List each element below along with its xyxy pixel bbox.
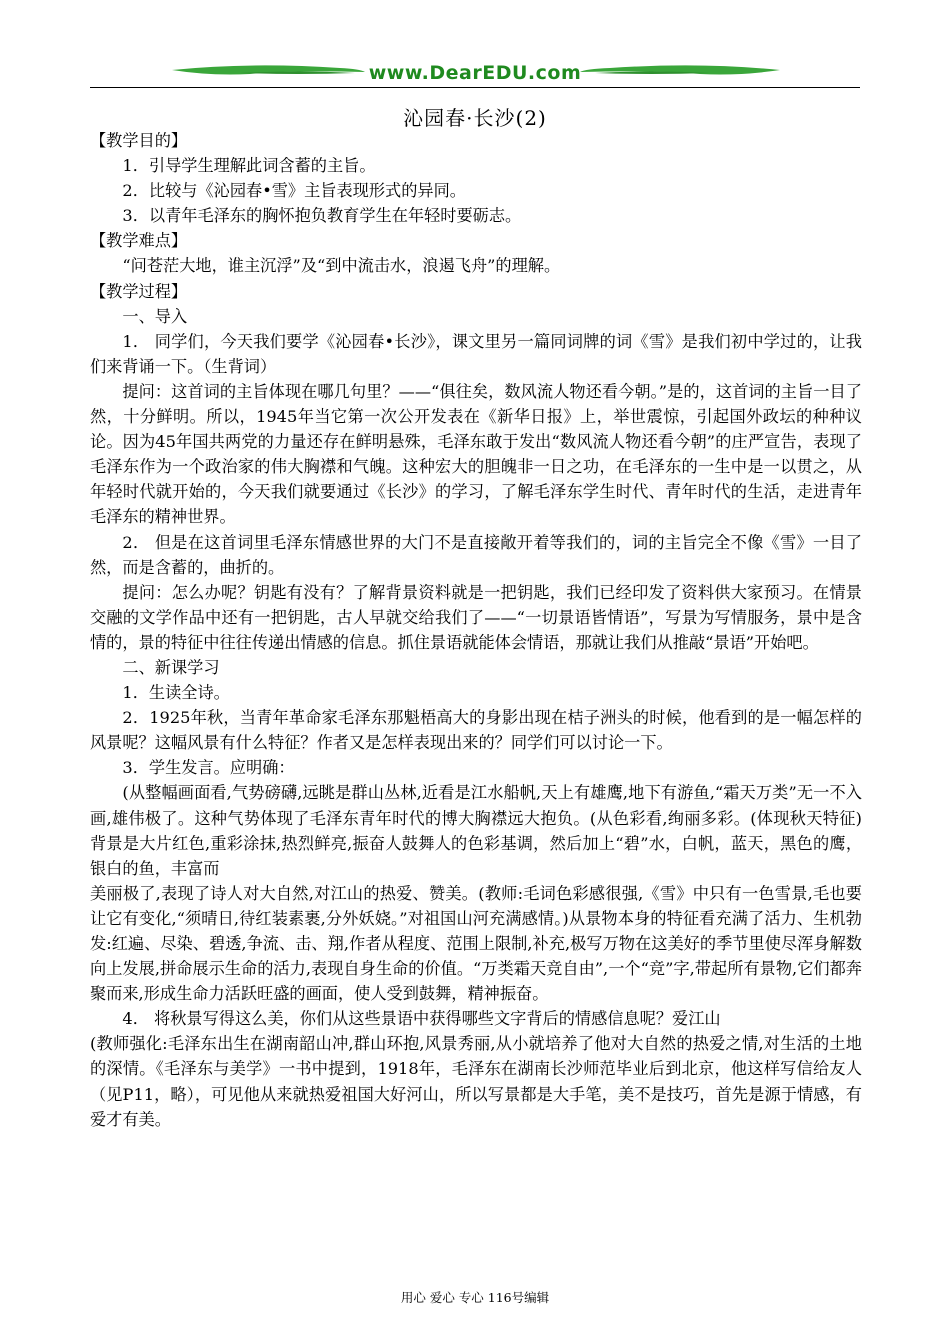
header-rule <box>90 87 860 88</box>
paragraph: 2．比较与《沁园春•雪》主旨表现形式的异同。 <box>122 181 466 201</box>
paragraph: “问苍茫大地，谁主沉浮”及“到中流击水，浪遏飞舟”的理解。 <box>122 256 561 276</box>
paragraph: 1．引导学生理解此词含蓄的主旨。 <box>122 156 376 176</box>
page-footer: 用心 爱心 专心 116号编辑 <box>400 1290 550 1305</box>
paragraph: 二、新课学习 <box>122 657 220 677</box>
paragraph: 【教学难点】 <box>90 231 188 251</box>
paragraph: 2． 但是在这首词里毛泽东情感世界的大门不是直接敞开着等我们的，词的主旨完全不像《雪》一目了然，而是含蓄的，曲折的。 <box>90 532 862 577</box>
paragraph: 1． 同学们，今天我们要学《沁园春•长沙》，课文里另一篇同词牌的词《雪》是我们初中学过的，让我们来背诵一下。（生背词） <box>90 331 862 376</box>
paragraph: 【教学过程】 <box>90 281 188 301</box>
paragraph: 1．生读全诗。 <box>122 683 230 703</box>
logo-text: www.DearEDU.com <box>368 62 582 84</box>
page-title: 沁园春·长沙(2) <box>403 106 547 130</box>
paragraph: 2．1925年秋，当青年革命家毛泽东那魁梧高大的身影出现在桔子洲头的时候，他看到的是一幅怎样的风景呢？这幅风景有什么特征？作者又是怎样表现出来的？同学们可以讨论一下。 <box>90 708 862 753</box>
paragraph: 美丽极了,表现了诗人对大自然,对江山的热爱、赞美。(教师:毛词色彩感很强,《雪》中只有一色雪景,毛也要让它有变化,“须晴日,待红装素裹,分外妖娆。”对祖国山河充满感情。)从景物本身的特征看充满了活力、生机勃发:红遍、尽染、碧透,争流、击、翔,作者从程度、范围上限制,补充,极写万物在这美好的季节里使尽浑身解数向上发展,拼命展示生命的活力,表现自身生命的价值。“万类霜天竞自由”,一个“竞”字,带起所有景物,它们都奔聚而来,形成生命力活跃旺盛的画面，使人受到鼓舞，精神振奋。 <box>90 883 862 1004</box>
paragraph: (教师强化:毛泽东出生在湖南韶山冲,群山环抱,风景秀丽,从小就培养了他对大自然的热爱之情,对生活的土地的深情。《毛泽东与美学》一书中提到，1918年，毛泽东在湖南长沙师范毕业后到北京，他这样写信给友人（见P11，略），可见他从来就热爱祖国大好河山，所以写景都是大手笔，美不是技巧，首先是源于情感，有爱才有美。 <box>90 1034 862 1129</box>
document-body <box>90 128 862 1132</box>
paragraph: 4． 将秋景写得这么美，你们从这些景语中获得哪些文字背后的情感信息呢？爱江山 <box>122 1009 721 1029</box>
paragraph: 3．以青年毛泽东的胸怀抱负教育学生在年轻时要砺志。 <box>122 206 522 226</box>
paragraph: 提问：怎么办呢？钥匙有没有？了解背景资料就是一把钥匙，我们已经印发了资料供大家预习。在情景交融的文学作品中还有一把钥匙，古人早就交给我们了——“一切景语皆情语”，写景为写情服务，景中是含情的，景的特征中往往传递出情感的信息。抓住景语就能体会情语，那就让我们从推敲“景语”开始吧。 <box>90 582 862 652</box>
paragraph: 【教学目的】 <box>90 131 188 150</box>
paragraph: 一、导入 <box>122 306 188 326</box>
paragraph: 提问：这首词的主旨体现在哪几句里？——“俱往矣，数风流人物还看今朝。”是的，这首词的主旨一目了然，十分鲜明。所以，1945年当它第一次公开发表在《新华日报》上，举世震惊，引起国外政坛的种种议论。因为45年国共两党的力量还存在鲜明悬殊，毛泽东敢于发出“数风流人物还看今朝”的庄严宣告，表现了毛泽东作为一个政治家的伟大胸襟和气魄。这种宏大的胆魄非一日之功，在毛泽东的一生中是一以贯之，从年轻时代就开始的，今天我们就要通过《长沙》的学习，了解毛泽东学生时代、青年时代的生活，走进青年毛泽东的精神世界。 <box>90 381 862 527</box>
paragraph: (从整幅画面看,气势磅礴,远眺是群山丛林,近看是江水船帆,天上有雄鹰,地下有游鱼,“霜天万类”无一不入画,雄伟极了。这种气势体现了毛泽东青年时代的博大胸襟远大抱负。(从色彩看,绚丽多彩。(体现秋天特征)背景是大片红色,重彩涂抹,热烈鲜亮,振奋人鼓舞人的色彩基调，然后加上“碧”水，白帆，蓝天，黑色的鹰，银白的鱼，丰富而 <box>90 783 862 878</box>
paragraph: 3．学生发言。应明确： <box>122 758 295 778</box>
